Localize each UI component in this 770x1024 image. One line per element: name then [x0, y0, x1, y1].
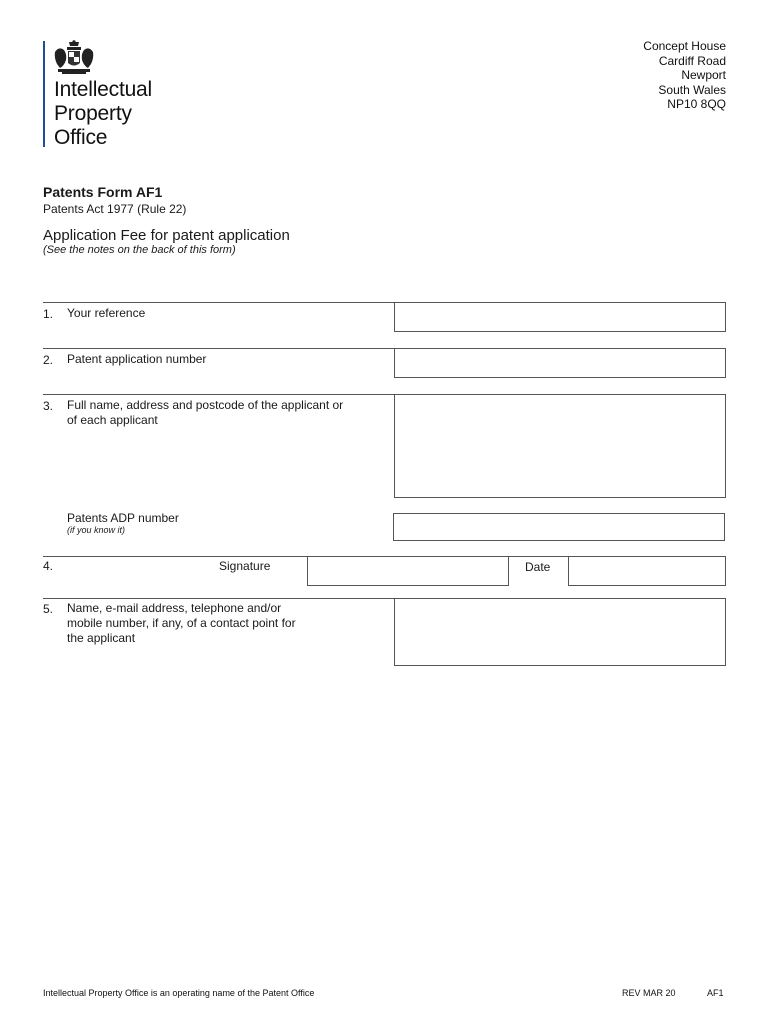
- form-title: Patents Form AF1: [43, 184, 163, 200]
- date-field[interactable]: [568, 556, 726, 586]
- signature-label: Signature: [219, 559, 271, 573]
- form-heading: Application Fee for patent application: [43, 227, 290, 244]
- divider: [43, 598, 395, 599]
- form-code: AF1: [707, 988, 724, 998]
- address-line: Concept House: [643, 39, 726, 53]
- form-note: (See the notes on the back of this form): [43, 244, 236, 256]
- your-reference-label: Your reference: [67, 306, 146, 320]
- label-line: Full name, address and postcode of the applicant or: [67, 398, 344, 412]
- footer-note: Intellectual Property Office is an operating name of the Patent Office: [43, 988, 315, 998]
- adp-number-field[interactable]: [393, 513, 725, 541]
- adp-number-label: Patents ADP number: [67, 511, 179, 525]
- question-number: 3.: [43, 399, 54, 413]
- form-act: Patents Act 1977 (Rule 22): [43, 202, 187, 216]
- label-line: the applicant: [67, 631, 136, 645]
- applicant-name-label: [67, 398, 343, 428]
- label-line: Name, e-mail address, telephone and/or: [67, 601, 282, 615]
- divider: [43, 302, 395, 303]
- question-number: 2.: [43, 353, 54, 367]
- logo-bar: [43, 41, 45, 147]
- label-line: of each applicant: [67, 413, 158, 427]
- office-address: [643, 39, 726, 112]
- address-line: NP10 8QQ: [667, 97, 726, 111]
- address-line: Newport: [681, 68, 726, 82]
- organisation-line: Office: [54, 126, 108, 149]
- address-line: Cardiff Road: [658, 53, 726, 68]
- signature-field[interactable]: [307, 556, 509, 586]
- question-number: 1.: [43, 307, 54, 321]
- contact-point-field[interactable]: [394, 598, 726, 666]
- applicant-address-field[interactable]: [394, 394, 726, 498]
- question-number: 5.: [43, 602, 54, 616]
- address-line: South Wales: [658, 82, 726, 97]
- contact-point-label: [67, 601, 296, 646]
- adp-number-note: (if you know it): [67, 525, 126, 535]
- divider: [43, 394, 395, 395]
- date-label: Date: [525, 560, 551, 574]
- revision-label: REV MAR 20: [622, 988, 676, 998]
- label-line: mobile number, if any, of a contact point for: [67, 616, 296, 630]
- your-reference-field[interactable]: [394, 302, 726, 332]
- royal-crest-icon: [52, 40, 96, 76]
- organisation-name: [54, 78, 152, 150]
- question-number: 4.: [43, 559, 54, 573]
- organisation-line: Property: [54, 102, 132, 125]
- organisation-line: Intellectual: [54, 78, 152, 101]
- application-number-field[interactable]: [394, 348, 726, 378]
- divider: [43, 348, 395, 349]
- application-number-label: Patent application number: [67, 352, 207, 366]
